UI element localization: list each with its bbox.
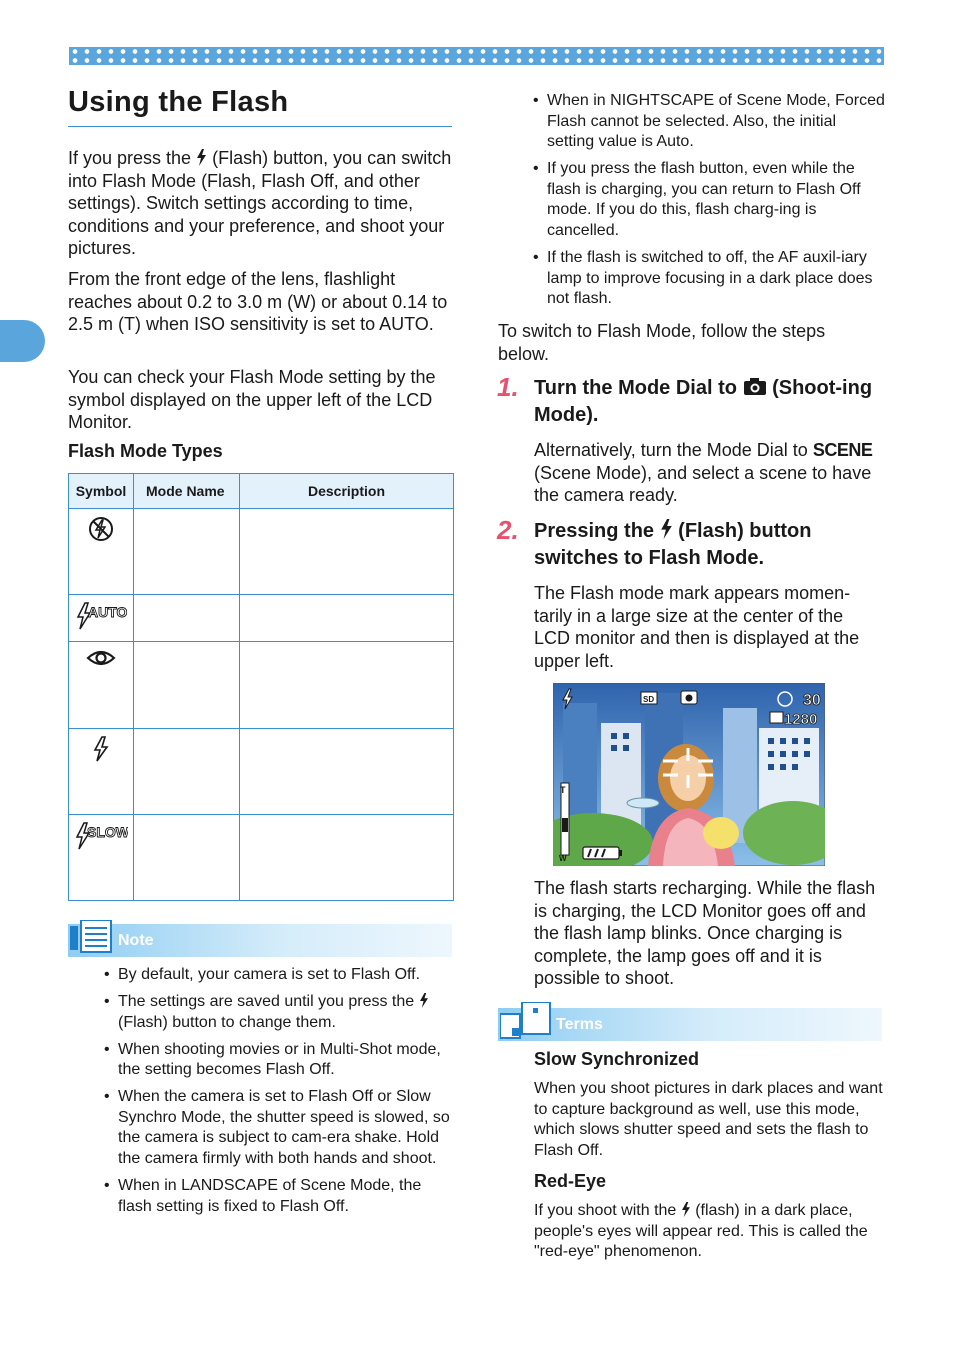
table-heading: Flash Mode Types (68, 441, 223, 461)
lcd-monitor-illustration (553, 683, 825, 866)
red-eye-icon (86, 648, 116, 668)
step-2-body-2: The flash starts recharging. While the flash is charging, the LCD Monitor goes off and the flash lamp blinks. Once charging is complete, the lamp goes off and it is possible to shoot. (534, 878, 876, 989)
note-list (104, 965, 456, 1223)
sd-label: SD (643, 695, 655, 704)
note-icon (70, 920, 114, 954)
symbol-cell (69, 509, 134, 595)
list-item: • When the camera is set to Flash Off or Slow Synchro Mode, the shutter speed is slowed, so the camera is subject to cam-era shake. Hold the camera firmly with both hands and shoot. (104, 1087, 456, 1169)
zoom-wide-label: W (559, 854, 567, 863)
shots-remaining: 30 (803, 692, 821, 709)
term-1-title: Slow Synchronized (534, 1049, 700, 1069)
table-row (69, 729, 454, 815)
step-1-body: Alternatively, turn the Mode Dial to SCENE (Scene Mode), and select a scene to have the camera ready. (534, 440, 873, 506)
flash-icon (660, 519, 673, 539)
step-2-number: 2. (497, 515, 519, 545)
table-row (69, 815, 454, 901)
intro-paragraph-1: If you press the (Flash) button, you can switch into Flash Mode (Flash, Flash Off, and other settings). Switch settings according to time, conditions and your preference, and shoot your pictures. (68, 148, 452, 259)
flash-auto-icon (75, 601, 127, 631)
image-size-icon (770, 712, 783, 723)
title-underline (68, 126, 452, 127)
table-header-row (69, 474, 454, 509)
intro-paragraph-2: From the front edge of the lens, flashlight reaches about 0.2 to 3.0 m (W) or about 0.14 to 2.5 m (T) when ISO sensitivity is set to AUTO. (68, 269, 448, 335)
step-1-title: Turn the Mode Dial to (Shoot-ing Mode). (534, 377, 873, 426)
flash-mode-table (68, 473, 454, 901)
intro-paragraph-3: You can check your Flash Mode setting by the symbol displayed on the upper left of the LCD Monitor. (68, 367, 436, 433)
term-2-body: If you shoot with the (flash) in a dark place, people's eyes will appear red. This is called the "red-eye" phenomenon. (534, 1202, 868, 1261)
symbol-cell (69, 729, 134, 815)
list-item: • By default, your camera is set to Flash Off. (104, 965, 456, 986)
symbol-cell (69, 815, 134, 901)
table-row (69, 595, 454, 642)
flash-on-icon (91, 735, 111, 763)
image-size: 1280 (784, 711, 818, 728)
list-item: • When in NIGHTSCAPE of Scene Mode, Forced Flash cannot be selected. Also, the initial setting value is Auto. (533, 91, 885, 153)
note-label: Note (118, 932, 154, 949)
column-header-description: Description (240, 474, 454, 509)
slow-sync-icon (74, 821, 128, 851)
column-header-symbol: Symbol (69, 474, 134, 509)
symbol-cell (69, 642, 134, 729)
flash-icon (196, 149, 207, 166)
flash-icon (681, 1202, 691, 1217)
flash-off-icon (87, 515, 115, 543)
camera-icon (743, 377, 767, 396)
steps-intro: To switch to Flash Mode, follow the steps below. (498, 321, 826, 364)
zoom-tele-label: T (560, 785, 566, 795)
scene-mode-icon: SCENE (812, 440, 873, 460)
table-row (69, 509, 454, 595)
battery-icon (583, 847, 619, 859)
page-title: Using the Flash (68, 86, 289, 118)
step-2-title: Pressing the (Flash) button switches to Flash Mode. (534, 520, 812, 569)
chapter-tab (0, 320, 45, 362)
terms-icon (500, 1002, 552, 1040)
column-header-mode-name: Mode Name (134, 474, 240, 509)
list-item: • The settings are saved until you press the (Flash) button to change them. (104, 992, 456, 1033)
header-pattern-band (69, 47, 884, 65)
note-banner (68, 924, 452, 957)
svg-text:AUTO: AUTO (88, 604, 127, 620)
step-2-body: The Flash mode mark appears momen-tarily in a large size at the center of the LCD monitor and then is displayed at the upper left. (534, 583, 860, 671)
right-bullet-list (533, 91, 885, 316)
term-1-body: When you shoot pictures in dark places and want to capture background as well, use this mode, which slows shutter speed and sets the flash to Flash Off. (534, 1080, 883, 1159)
flash-icon (419, 993, 429, 1008)
term-2-title: Red-Eye (534, 1171, 607, 1191)
terms-banner (498, 1008, 882, 1041)
step-1-number: 1. (497, 372, 519, 402)
terms-label: Terms (556, 1016, 603, 1033)
svg-text:SLOW: SLOW (87, 824, 128, 840)
list-item: • If the flash is switched to off, the AF auxil-iary lamp to improve focusing in a dark place does not flash. (533, 248, 885, 310)
list-item: • If you press the flash button, even while the flash is charging, you can return to Flash Off mode. If you do this, flash charg-ing is cancelled. (533, 159, 885, 241)
list-item: • When shooting movies or in Multi-Shot mode, the setting becomes Flash Off. (104, 1040, 456, 1081)
table-row (69, 642, 454, 729)
symbol-cell (69, 595, 134, 642)
list-item: • When in LANDSCAPE of Scene Mode, the flash setting is fixed to Flash Off. (104, 1176, 456, 1217)
